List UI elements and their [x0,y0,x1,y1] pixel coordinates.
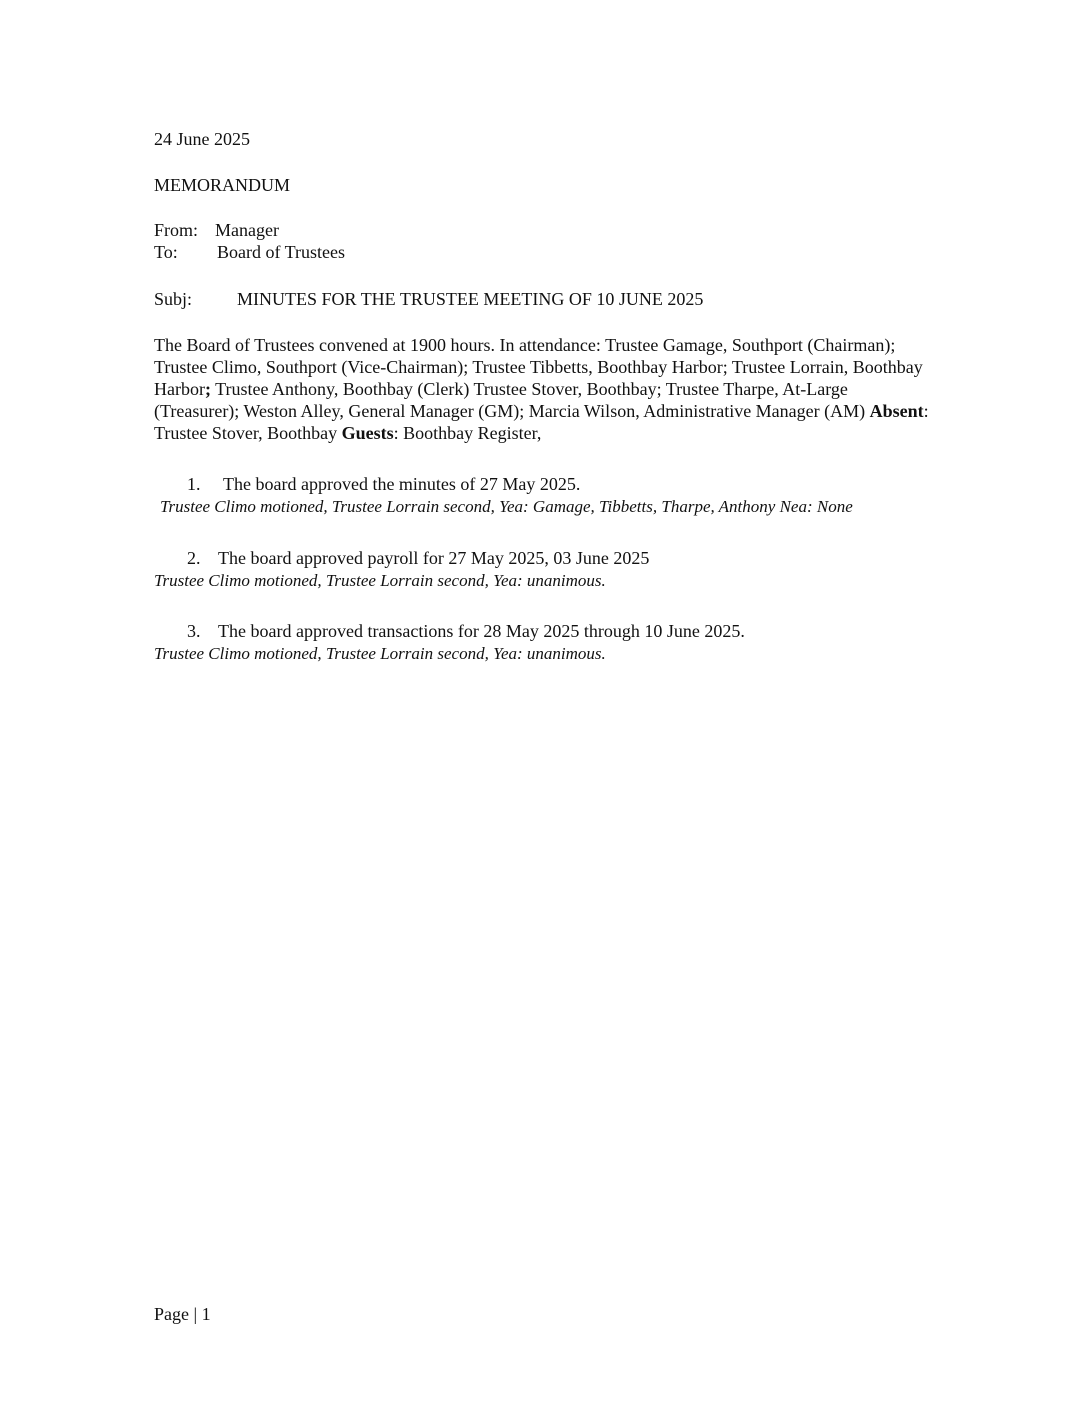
item-number: 3. [187,621,201,641]
to-label: To: [154,242,178,262]
item-number: 2. [187,548,201,568]
item-vote: Trustee Climo motioned, Trustee Lorrain second, Yea: unanimous. [154,571,606,590]
to-value: Board of Trustees [217,242,346,262]
subject-value: MINUTES FOR THE TRUSTEE MEETING OF 10 JUNE 2025 [237,289,704,309]
memo-date: 24 June 2025 [154,129,250,149]
item-number: 1. [187,474,201,494]
attendance-text-2: Trustee Anthony, Boothbay (Clerk) Trustee Stover, Boothbay; Trustee Tharpe, At-Large (Treasurer); Weston Alley, General Manager (GM); Marcia Wilson, Administrative Manager (AM) [154,379,870,421]
item-text: The board approved transactions for 28 May 2025 through 10 June 2025. [218,621,745,641]
item-vote: Trustee Climo motioned, Trustee Lorrain second, Yea: Gamage, Tibbetts, Tharpe, Anthony Nea: None [160,497,853,516]
page-footer: Page | 1 [154,1304,211,1324]
guests-text: : Boothbay Register, [393,423,542,443]
attendance-text-1: The Board of Trustees convened at 1900 hours. In attendance: Trustee Gamage, Southport (Chairman); Trustee Climo, Southport (Vice-Chairman); Trustee Tibbetts, Boothbay Harbor; Trustee Lorrain, Boothbay Harbor [154,335,923,399]
absent-text: : Trustee Stover, Boothbay [154,401,929,443]
attendance-paragraph [154,334,929,444]
attendance-bold-semicolon: ; [204,379,211,399]
from-label: From: [154,220,199,240]
guests-label: Guests [341,423,394,443]
from-value: Manager [215,220,279,240]
item-text: The board approved the minutes of 27 May 2025. [223,474,581,494]
item-text: The board approved payroll for 27 May 2025, 03 June 2025 [218,548,650,568]
memo-heading: MEMORANDUM [154,175,291,195]
subject-label: Subj: [154,289,193,309]
item-vote: Trustee Climo motioned, Trustee Lorrain second, Yea: unanimous. [154,644,606,663]
absent-label: Absent [869,401,924,421]
